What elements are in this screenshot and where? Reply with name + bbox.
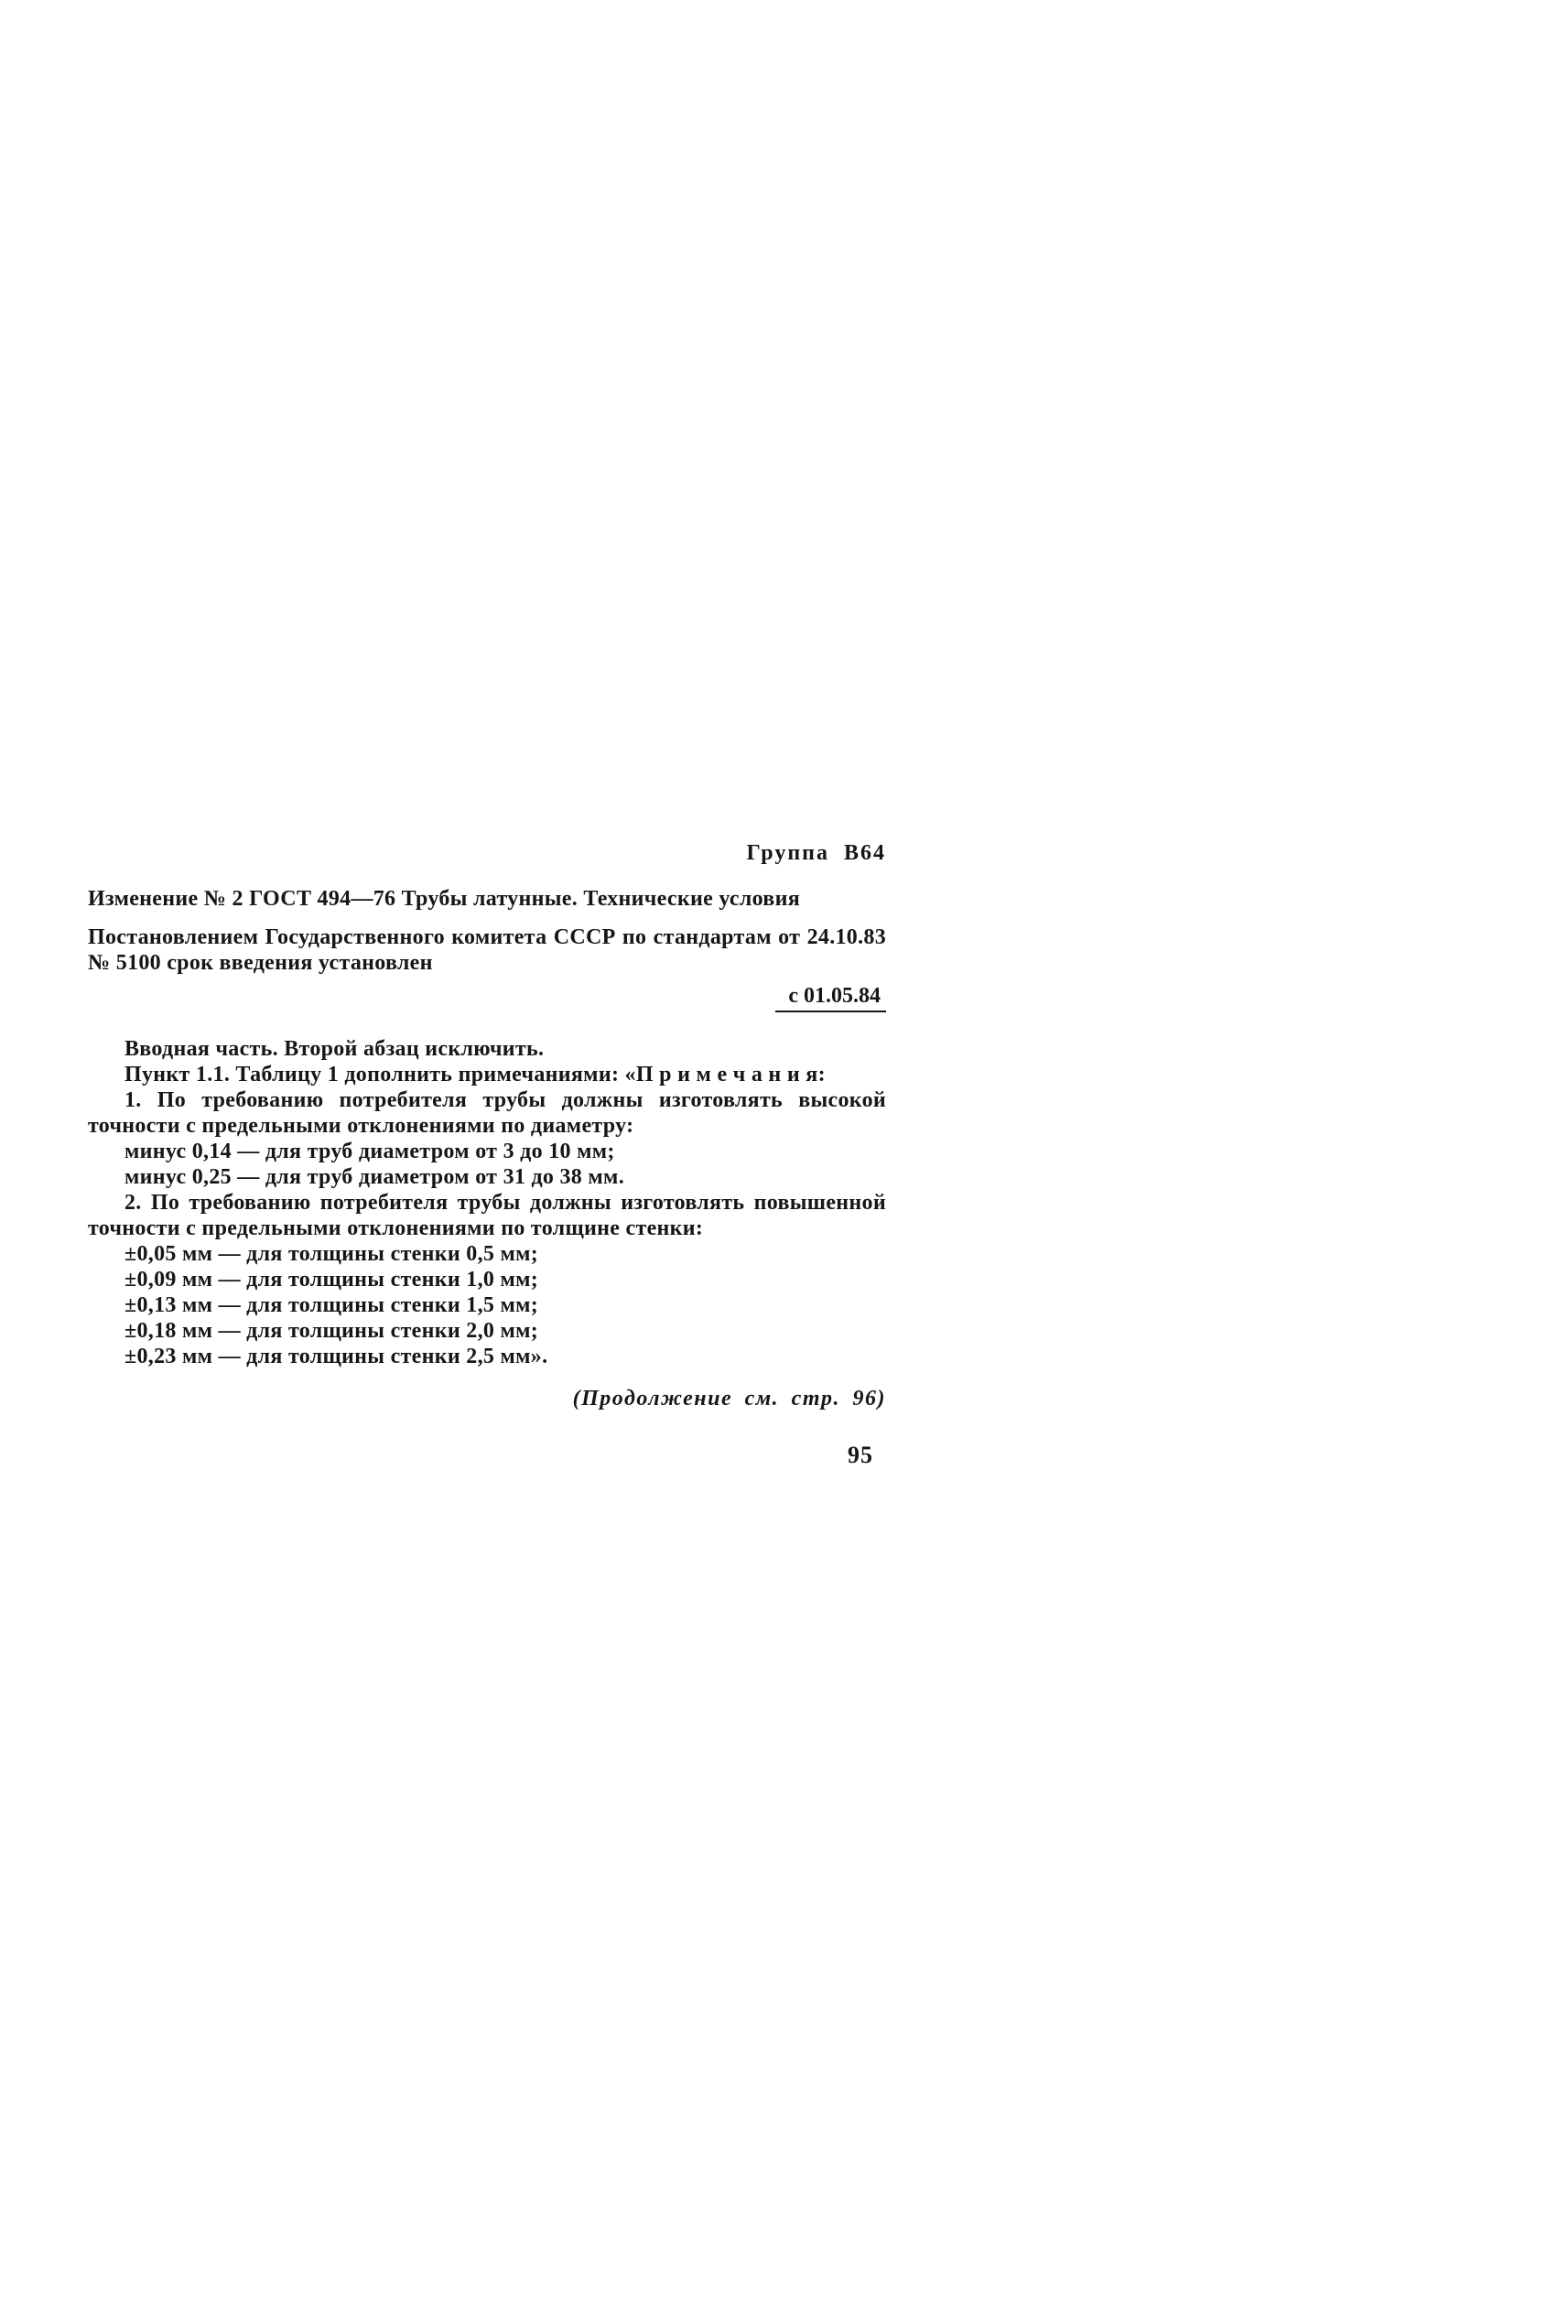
effective-date-text: с 01.05.84 <box>775 983 886 1012</box>
note-1-item-diameter-3-10: минус 0,14 — для труб диаметром от 3 до 10 мм; <box>124 1140 615 1163</box>
group-label: Группа В64 <box>746 841 886 865</box>
tolerance-line-2-5mm: ±0,23 мм — для толщины стенки 2,5 мм». <box>124 1345 548 1368</box>
clause-1-1-paragraph: Пункт 1.1. Таблицу 1 дополнить примечаниями: «П р и м е ч а н и я: <box>124 1063 826 1086</box>
page-number: 95 <box>848 1442 873 1468</box>
tolerance-line-1-5mm: ±0,13 мм — для толщины стенки 1,5 мм; <box>124 1293 539 1317</box>
intro-paragraph: Вводная часть. Второй абзац исключить. <box>124 1037 545 1061</box>
document-content <box>88 840 886 1468</box>
tolerance-line-1-0mm: ±0,09 мм — для толщины стенки 1,0 мм; <box>124 1268 539 1292</box>
continuation-note: (Продолжение см. стр. 96) <box>572 1387 886 1411</box>
note-1-paragraph: 1. По требованию потребителя трубы должны изготовлять высокой точности с предельными отклонениями по диаметру: <box>88 1088 886 1138</box>
note-1-item-diameter-31-38: минус 0,25 — для труб диаметром от 31 до 38 мм. <box>124 1165 625 1189</box>
note-2-paragraph: 2. По требованию потребителя трубы должны изготовлять повышенной точности с предельными отклонениями по толщине стенки: <box>88 1191 886 1240</box>
decree-paragraph: Постановлением Государственного комитета СССР по стандартам от 24.10.83 № 5100 срок введения установлен <box>88 925 886 975</box>
tolerance-line-0-5mm: ±0,05 мм — для толщины стенки 0,5 мм; <box>124 1242 539 1266</box>
tolerance-line-2-0mm: ±0,18 мм — для толщины стенки 2,0 мм; <box>124 1319 539 1343</box>
effective-date <box>88 983 886 1012</box>
document-title: Изменение № 2 ГОСТ 494—76 Трубы латунные. Технические условия <box>88 887 800 911</box>
